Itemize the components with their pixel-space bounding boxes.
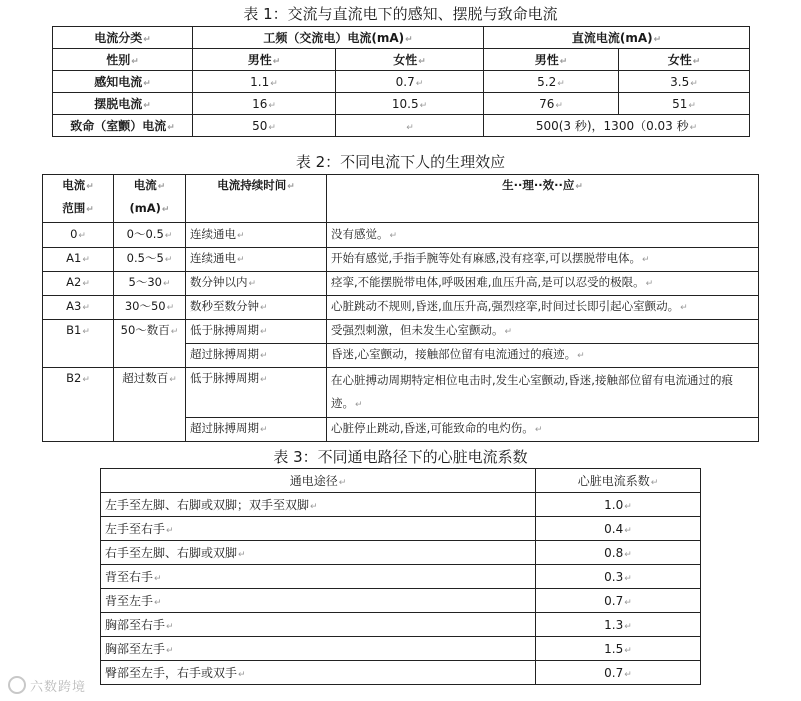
path-cell: 胸部至左手 [105, 642, 166, 656]
coefficient-cell: 0.3 [604, 569, 624, 584]
table-row: 臀部至左手，右手或双手↵ 0.7↵ [101, 661, 701, 685]
row-label: 摆脱电流 [94, 97, 143, 111]
duration-cell: 低于脉搏周期 [190, 323, 259, 337]
coefficient-cell: 1.5 [604, 641, 624, 656]
coefficient-cell: 0.8 [604, 545, 624, 560]
duration-cell: 低于脉搏周期 [190, 371, 259, 385]
path-cell: 臀部至左手，右手或双手 [105, 666, 238, 680]
header-effect: 生··理··效··应 [502, 178, 575, 192]
path-cell: 左手至右手 [105, 522, 166, 536]
effect-cell: 没有感觉。 [331, 226, 389, 241]
header-ac: 工频（交流电）电流(mA) [263, 31, 405, 45]
header-ac-male: 男性 [247, 53, 272, 67]
ma-cell: 超过数百 [122, 371, 169, 385]
table-cell: 10.5 [391, 96, 419, 111]
table-row: 致命（室颤）电流↵ 50↵ ↵ 500(3 秒)，1300（0.03 秒↵ [53, 115, 750, 137]
table-row: 胸部至左手↵ 1.5↵ [101, 637, 701, 661]
table-cell: 0.7 [395, 74, 415, 89]
effect-cell: 昏迷,心室颤动，接触部位留有电流通过的痕迹。 [331, 347, 577, 361]
duration-cell: 数分钟以内 [190, 275, 248, 289]
range-cell: B2 [66, 371, 82, 385]
coefficient-cell: 0.7 [604, 665, 624, 680]
header-range-1: 电流 [62, 178, 86, 192]
table1 [52, 26, 750, 137]
path-cell: 背至左手 [105, 594, 154, 608]
coefficient-cell: 1.3 [604, 617, 624, 632]
table-row: 右手至左脚、右脚或双脚↵ 0.8↵ [101, 541, 701, 565]
header-dc-male: 男性 [534, 53, 559, 67]
table-row: B2↵ 超过数百↵ 低于脉搏周期↵ 在心脏搏动周期特定相位电击时,发生心室颤动,昏迷,接触部位留有电流通过的痕迹。↵ [43, 368, 759, 418]
ma-cell: 5～30 [128, 275, 162, 289]
table-cell: 5.2 [537, 74, 557, 89]
watermark-logo-icon [8, 676, 26, 694]
table-row: 超过脉搏周期↵ 昏迷,心室颤动，接触部位留有电流通过的痕迹。↵ [43, 344, 759, 368]
range-cell: A2 [66, 275, 82, 289]
table-header-row: 通电途径↵ 心脏电流系数↵ [101, 469, 701, 493]
table-row: B1↵ 50～数百↵ 低于脉搏周期↵ 受强烈刺激，但未发生心室颤动。↵ [43, 320, 759, 344]
ma-cell: 30～50 [124, 299, 166, 313]
path-cell: 背至右手 [105, 570, 154, 584]
watermark [8, 676, 86, 695]
table2 [42, 174, 759, 442]
table1-caption: 表 1：交流与直流电下的感知、摆脱与致命电流 [243, 5, 558, 23]
table-cell: 16 [252, 96, 268, 111]
header-category: 电流分类 [94, 31, 143, 45]
header-dc-female: 女性 [667, 53, 692, 67]
coefficient-cell: 0.4 [604, 521, 624, 536]
header-duration: 电流持续时间 [217, 178, 287, 192]
effect-cell: 开始有感觉,手指手腕等处有麻感,没有痉挛,可以摆脱带电体。 [331, 251, 641, 265]
effect-cell: 在心脏搏动周期特定相位电击时,发生心室颤动,昏迷,接触部位留有电流通过的痕迹。 [331, 372, 733, 410]
duration-cell: 超过脉搏周期 [190, 421, 259, 435]
effect-cell: 痉挛,不能摆脱带电体,呼吸困难,血压升高,是可以忍受的极限。 [331, 275, 645, 289]
table3 [100, 468, 701, 685]
table-row: 左手至右手↵ 0.4↵ [101, 517, 701, 541]
table-header-row: 电流↵ 范围↵ 电流↵ (mA)↵ 电流持续时间↵ 生··理··效··应↵ [43, 175, 759, 223]
range-cell: A3 [66, 299, 82, 313]
range-cell: B1 [66, 323, 82, 337]
table-row: 超过脉搏周期↵ 心脏停止跳动,昏迷,可能致命的电灼伤。↵ [43, 418, 759, 442]
table-row: 感知电流↵ 1.1↵ 0.7↵ 5.2↵ 3.5↵ [53, 71, 750, 93]
table-cell: 50 [252, 118, 268, 133]
path-cell: 右手至左脚、右脚或双脚 [105, 546, 238, 560]
header-ma-1: 电流 [133, 178, 157, 192]
effect-cell: 心脏跳动不规则,昏迷,血压升高,强烈痉挛,时间过长即引起心室颤动。 [331, 299, 680, 313]
coefficient-cell: 0.7 [604, 593, 624, 608]
row-label: 致命（室颤）电流 [70, 119, 167, 133]
path-cell: 左手至左脚、右脚或双脚；双手至双脚 [105, 498, 310, 512]
header-path: 通电途径 [289, 474, 338, 488]
header-ma-2: (mA) [129, 201, 161, 215]
header-sex: 性别 [106, 53, 131, 67]
table-cell: 1.1 [250, 74, 270, 89]
table-cell: 3.5 [670, 74, 690, 89]
table-row: A2↵ 5～30↵ 数分钟以内↵ 痉挛,不能摆脱带电体,呼吸困难,血压升高,是可以忍受的极限。↵ [43, 272, 759, 296]
table-row: 摆脱电流↵ 16↵ 10.5↵ 76↵ 51↵ [53, 93, 750, 115]
table-row: 胸部至右手↵ 1.3↵ [101, 613, 701, 637]
header-range-2: 范围 [62, 201, 86, 215]
table2-caption: 表 2：不同电流下人的生理效应 [295, 153, 506, 171]
effect-cell: 心脏停止跳动,昏迷,可能致命的电灼伤。 [331, 421, 534, 435]
duration-cell: 超过脉搏周期 [190, 347, 259, 361]
table-row: 背至左手↵ 0.7↵ [101, 589, 701, 613]
table-cell: 51 [672, 96, 688, 111]
row-label: 感知电流 [94, 75, 143, 89]
range-cell: 0 [70, 226, 78, 241]
table-row: 左手至左脚、右脚或双脚；双手至双脚↵ 1.0↵ [101, 493, 701, 517]
range-cell: A1 [66, 251, 82, 265]
header-ac-female: 女性 [393, 53, 418, 67]
header-dc: 直流电流(mA) [571, 31, 653, 45]
path-cell: 胸部至右手 [105, 618, 166, 632]
duration-cell: 数秒至数分钟 [190, 299, 259, 313]
table-row: A3↵ 30～50↵ 数秒至数分钟↵ 心脏跳动不规则,昏迷,血压升高,强烈痉挛,时间过长即引起心室颤动。↵ [43, 296, 759, 320]
table-row: 0↵ 0～0.5↵ 连续通电↵ 没有感觉。↵ [43, 223, 759, 248]
duration-cell: 连续通电 [190, 226, 236, 241]
watermark-text: 六数跨境 [30, 680, 87, 695]
table3-caption: 表 3：不同通电路径下的心脏电流系数 [273, 448, 528, 466]
table-cell: 500(3 秒)，1300（0.03 秒 [535, 119, 689, 133]
header-coefficient: 心脏电流系数 [577, 474, 650, 488]
table-row: 电流分类↵ 工频（交流电）电流(mA)↵ 直流电流(mA)↵ [53, 27, 750, 49]
ma-cell: 0.5～5 [126, 251, 164, 265]
table-row: A1↵ 0.5～5↵ 连续通电↵ 开始有感觉,手指手腕等处有麻感,没有痉挛,可以摆脱带电体。↵ [43, 248, 759, 272]
ma-cell: 50～数百 [120, 323, 170, 337]
table-row: 性别↵ 男性↵ 女性↵ 男性↵ 女性↵ [53, 49, 750, 71]
table-row: 背至右手↵ 0.3↵ [101, 565, 701, 589]
ma-cell: 0～0.5 [126, 226, 164, 241]
table-cell: 76 [539, 96, 555, 111]
effect-cell: 受强烈刺激，但未发生心室颤动。 [331, 323, 504, 337]
coefficient-cell: 1.0 [604, 497, 624, 512]
duration-cell: 连续通电 [190, 251, 236, 265]
